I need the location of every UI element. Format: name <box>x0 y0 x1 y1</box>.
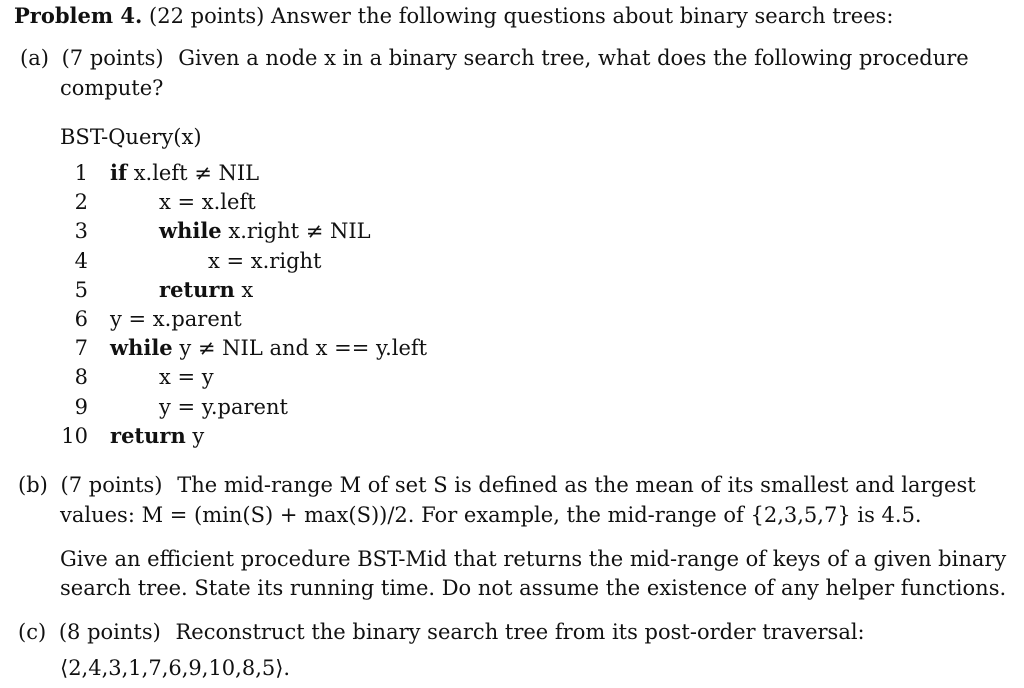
part-c-traversal: ⟨2,4,3,1,7,6,9,10,8,5⟩. <box>60 656 291 680</box>
part-c-line1 <box>18 619 865 645</box>
part-b-text-line2: values: M = (min(S) + max(S))/2. For example, the mid-range of {2,3,5,7} is 4.5. <box>60 503 922 527</box>
code-line-number: 9 <box>74 394 88 419</box>
code-line: while x.right ≠ NIL <box>159 218 371 244</box>
part-c-points: (8 points) <box>58 620 161 644</box>
part-b-text-line3: Give an efficient procedure BST-Mid that returns the mid-range of keys of a given binary <box>60 547 1007 571</box>
code-line-number: 1 <box>74 161 88 185</box>
code-line-number: 7 <box>74 336 88 361</box>
code-line: x = y <box>159 365 214 390</box>
part-b-points: (7 points) <box>60 473 163 497</box>
problem-label: Problem 4. <box>14 3 143 28</box>
code-line: y = y.parent <box>159 394 288 419</box>
code-line: y = x.parent <box>110 307 242 331</box>
part-b-label: (b) <box>18 473 48 497</box>
part-a-question <box>20 45 969 71</box>
code-line-number: 2 <box>74 190 88 215</box>
code-line-number: 4 <box>74 248 88 273</box>
problem-intro: Answer the following questions about binary search trees: <box>271 4 894 28</box>
part-a-text-line2: compute? <box>60 76 164 100</box>
code-line-number: 8 <box>74 365 88 390</box>
code-line-number: 3 <box>74 219 88 244</box>
part-a-points: (7 points) <box>61 46 164 70</box>
part-c-text-line1: Reconstruct the binary search tree from its post-order traversal: <box>175 620 865 644</box>
problem-points: (22 points) <box>149 4 265 28</box>
part-b-text-line4: search tree. State its running time. Do not assume the existence of any helper functions. <box>60 576 1007 600</box>
problem-header <box>14 3 893 29</box>
procedure-name: BST-Query(x) <box>60 125 202 149</box>
part-b-text-line1: The mid-range M of set S is defined as the mean of its smallest and largest <box>177 473 976 497</box>
code-line-number: 10 <box>61 423 88 448</box>
part-c-label: (c) <box>18 620 47 644</box>
code-line: return x <box>159 276 254 302</box>
code-line-number: 6 <box>74 307 88 331</box>
part-b-line1 <box>18 472 976 498</box>
code-line-number: 5 <box>74 277 88 302</box>
code-line: if x.left ≠ NIL <box>110 160 260 185</box>
code-line: x = x.left <box>159 190 256 215</box>
part-a-label: (a) <box>20 46 49 70</box>
code-line: x = x.right <box>208 248 322 273</box>
code-line: while y ≠ NIL and x == y.left <box>110 335 428 361</box>
part-a-text-line1: Given a node x in a binary search tree, what does the following procedure <box>178 46 969 70</box>
code-line: return y <box>110 422 205 448</box>
